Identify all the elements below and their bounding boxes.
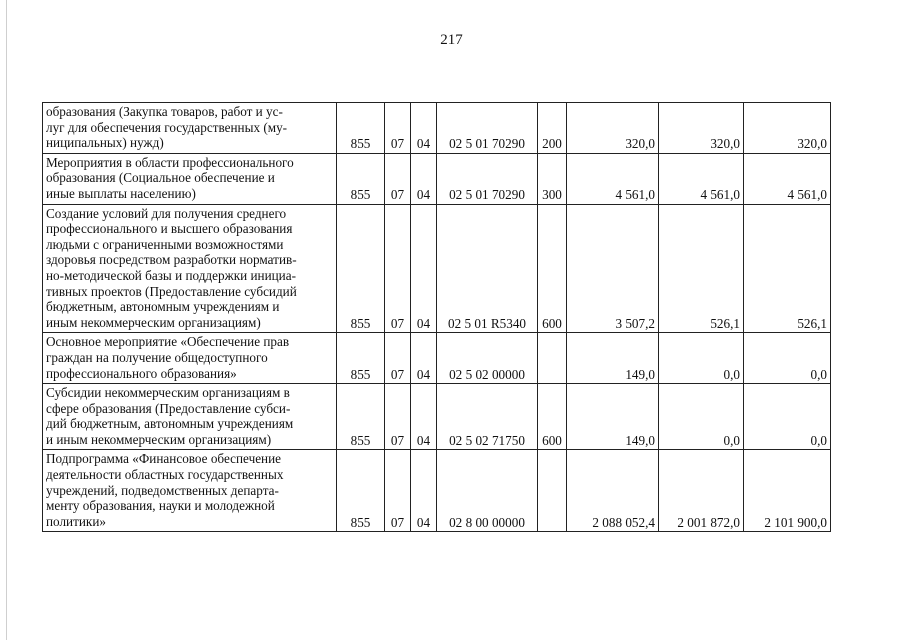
ministry-code-cell: 855 — [337, 103, 385, 154]
section-code-cell: 07 — [385, 103, 411, 154]
expense-type-cell: 600 — [538, 204, 567, 333]
description-line: политики» — [46, 513, 106, 529]
description-line: профессионального образования» — [46, 365, 237, 381]
ministry-code-cell: 855 — [337, 153, 385, 204]
ministry-code-cell: 855 — [337, 450, 385, 532]
section-code-cell: 07 — [385, 204, 411, 333]
amount-year3-cell: 2 101 900,0 — [744, 450, 831, 532]
description-line: дий бюджетным, автономным учреждениям — [46, 416, 294, 432]
expense-type-cell — [538, 450, 567, 532]
description-line: Субсидии некоммерческим организациям в — [46, 385, 290, 401]
description-line: образования (Закупка товаров, работ и ус- — [46, 104, 283, 119]
table-row — [43, 450, 831, 532]
amount-year1-cell: 3 507,2 — [567, 204, 659, 333]
amount-year1-cell: 4 561,0 — [567, 153, 659, 204]
description-cell — [43, 153, 337, 204]
section-code-cell: 07 — [385, 333, 411, 384]
description-line: Создание условий для получения среднего — [46, 205, 287, 221]
expense-type-cell — [538, 333, 567, 384]
description-line: бюджетным, автономным учреждениям и — [46, 299, 280, 315]
description-line: Мероприятия в области профессионального — [46, 154, 294, 170]
section-code-cell: 07 — [385, 153, 411, 204]
description-cell — [43, 450, 337, 532]
description-line: иным некоммерческим организациям) — [46, 314, 261, 330]
amount-year2-cell: 0,0 — [659, 333, 744, 384]
description-line: иные выплаты населению) — [46, 185, 196, 201]
description-line: и иным некоммерческим организациям) — [46, 431, 272, 447]
target-article-cell: 02 5 02 71750 — [437, 384, 538, 450]
description-cell — [43, 103, 337, 154]
amount-year1-cell: 149,0 — [567, 384, 659, 450]
description-cell — [43, 204, 337, 333]
amount-year2-cell: 4 561,0 — [659, 153, 744, 204]
target-article-cell: 02 5 01 70290 — [437, 153, 538, 204]
amount-year1-cell: 320,0 — [567, 103, 659, 154]
description-line: деятельности областных государственных — [46, 467, 284, 483]
description-line: людьми с ограниченными возможностями — [46, 236, 284, 252]
description-line: луг для обеспечения государственных (му- — [46, 119, 288, 135]
subsection-code-cell: 04 — [411, 384, 437, 450]
amount-year1-cell: 149,0 — [567, 333, 659, 384]
target-article-cell: 02 5 02 00000 — [437, 333, 538, 384]
ministry-code-cell: 855 — [337, 384, 385, 450]
description-line: сфере образования (Предоставление субси- — [46, 400, 291, 416]
target-article-cell: 02 5 01 R5340 — [437, 204, 538, 333]
amount-year2-cell: 2 001 872,0 — [659, 450, 744, 532]
amount-year3-cell: 526,1 — [744, 204, 831, 333]
description-line: но-методической базы и поддержки инициа- — [46, 267, 296, 283]
ministry-code-cell: 855 — [337, 333, 385, 384]
description-line: Подпрограмма «Финансовое обеспечение — [46, 451, 282, 467]
section-code-cell: 07 — [385, 384, 411, 450]
description-line: учреждений, подведомственных департа- — [46, 482, 279, 498]
description-line: образования (Социальное обеспечение и — [46, 170, 275, 186]
subsection-code-cell: 04 — [411, 153, 437, 204]
table-row — [43, 333, 831, 384]
expense-type-cell: 200 — [538, 103, 567, 154]
table-row — [43, 103, 831, 154]
amount-year3-cell: 0,0 — [744, 333, 831, 384]
description-line: Основное мероприятие «Обеспечение прав — [46, 334, 290, 350]
target-article-cell: 02 5 01 70290 — [437, 103, 538, 154]
table-row — [43, 384, 831, 450]
amount-year3-cell: 0,0 — [744, 384, 831, 450]
description-line: здоровья посредством разработки норматив- — [46, 252, 297, 268]
subsection-code-cell: 04 — [411, 204, 437, 333]
expense-type-cell: 600 — [538, 384, 567, 450]
page-number: 217 — [440, 32, 463, 48]
amount-year2-cell: 526,1 — [659, 204, 744, 333]
amount-year2-cell: 0,0 — [659, 384, 744, 450]
subsection-code-cell: 04 — [411, 103, 437, 154]
budget-table — [42, 102, 831, 532]
description-line: граждан на получение общедоступного — [46, 349, 268, 365]
table-row — [43, 153, 831, 204]
description-line: тивных проектов (Предоставление субсидий — [46, 283, 297, 299]
scan-edge-line — [6, 0, 7, 640]
description-line: ниципальных) нужд) — [46, 135, 164, 151]
description-line: менту образования, науки и молодежной — [46, 498, 275, 514]
table-row — [43, 204, 831, 333]
description-cell — [43, 333, 337, 384]
amount-year1-cell: 2 088 052,4 — [567, 450, 659, 532]
subsection-code-cell: 04 — [411, 333, 437, 384]
target-article-cell: 02 8 00 00000 — [437, 450, 538, 532]
subsection-code-cell: 04 — [411, 450, 437, 532]
amount-year3-cell: 4 561,0 — [744, 153, 831, 204]
description-cell — [43, 384, 337, 450]
section-code-cell: 07 — [385, 450, 411, 532]
amount-year3-cell: 320,0 — [744, 103, 831, 154]
expense-type-cell: 300 — [538, 153, 567, 204]
ministry-code-cell: 855 — [337, 204, 385, 333]
amount-year2-cell: 320,0 — [659, 103, 744, 154]
description-line: профессионального и высшего образования — [46, 221, 293, 237]
